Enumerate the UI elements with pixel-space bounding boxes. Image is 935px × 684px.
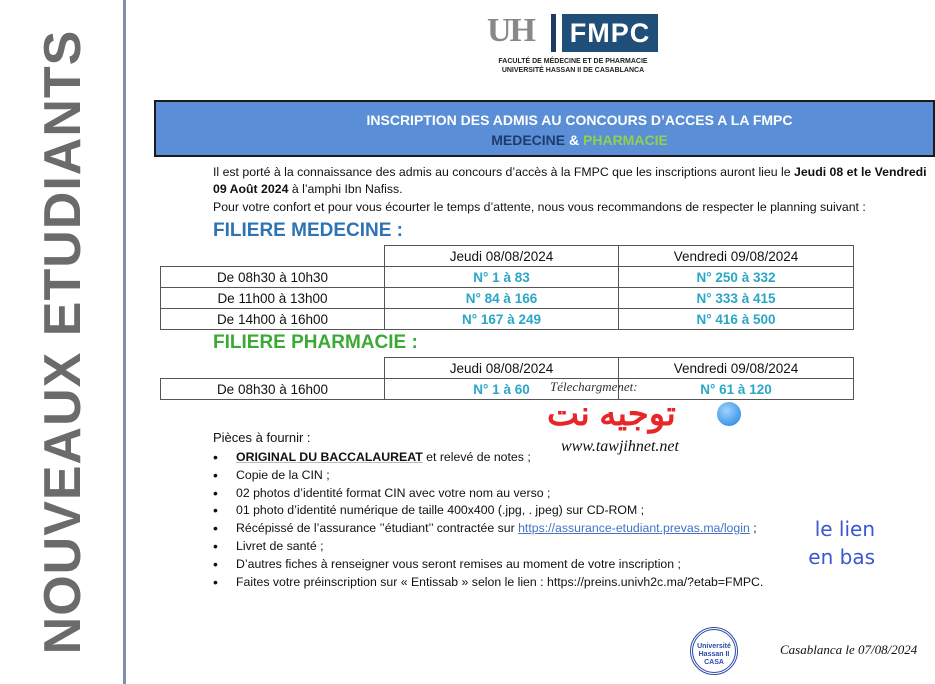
list-item: • 01 photo d’identité numérique de taille 400x400 (.jpg, . jpeg) sur CD-ROM ;: [213, 502, 763, 520]
range-cell: N° 84 à 166: [385, 288, 619, 309]
range-cell: N° 1 à 83: [385, 267, 619, 288]
time-slot: De 08h30 à 10h30: [161, 267, 385, 288]
range-cell: N° 250 à 332: [619, 267, 854, 288]
range-cell: N° 333 à 415: [619, 288, 854, 309]
pharmacie-schedule-table: [160, 357, 854, 400]
medecine-heading: FILIERE MEDECINE :: [213, 220, 404, 241]
watermark-label: Télechargmenet:: [550, 379, 638, 394]
list-item: • Copie de la CIN ;: [213, 467, 763, 485]
intro-dates: Jeudi 08 et le Vendredi 09 Août 2024: [213, 165, 927, 196]
table-row: [161, 379, 854, 400]
time-slot: De 14h00 à 16h00: [161, 309, 385, 330]
watermark-arabic: توجيه نت: [547, 395, 676, 433]
list-item: [213, 449, 763, 467]
title-banner: [154, 100, 935, 157]
header-day2: Vendredi 09/08/2024: [619, 358, 854, 379]
link-note: [805, 515, 875, 571]
globe-icon: [717, 402, 741, 426]
tawjihnet-watermark: [545, 378, 745, 460]
empty-cell: [161, 246, 385, 267]
range-cell: N° 167 à 249: [385, 309, 619, 330]
banner-amp: &: [569, 132, 580, 148]
range-cell: N° 61 à 120: [619, 379, 854, 400]
header-day1: Jeudi 08/08/2024: [385, 246, 619, 267]
banner-pharmacie: PHARMACIE: [583, 132, 668, 148]
time-slot: De 11h00 à 13h00: [161, 288, 385, 309]
assurance-link[interactable]: https://assurance-etudiant.prevas.ma/login: [518, 521, 750, 536]
range-cell: N° 416 à 500: [619, 309, 854, 330]
time-slot: De 08h30 à 16h00: [161, 379, 385, 400]
table-row: [161, 309, 854, 330]
list-item: • 02 photos d’identité format CIN avec votre nom au verso ;: [213, 485, 763, 503]
intro-p1a: Il est porté à la connaissance des admis au concours d’accès à la FMPC que les inscriptions auront lieu le: [213, 165, 794, 179]
intro-p1c: à l’amphi Ibn Nafiss.: [288, 182, 403, 196]
fmpc-logo: [487, 12, 659, 78]
table-row: [161, 288, 854, 309]
medecine-schedule-table: [160, 245, 854, 330]
intro-text: [213, 164, 933, 216]
banner-title: INSCRIPTION DES ADMIS AU CONCOURS D’ACCES A LA FMPC: [366, 112, 793, 128]
intro-p2: Pour votre confort et pour vous écourter le temps d’attente, nous vous recommandons de respecter le planning suivant :: [213, 200, 866, 214]
logo-divider: [551, 14, 556, 52]
footer-date: Casablanca le 07/08/2024: [780, 642, 918, 657]
item-text: ;: [749, 521, 757, 536]
item-text: et relevé de notes ;: [422, 450, 531, 464]
sidebar: [0, 0, 126, 684]
note-line2: en bas: [808, 545, 875, 569]
banner-subtitle: [226, 132, 933, 148]
list-item: • Livret de santé ;: [213, 538, 763, 556]
logo-name: FMPC: [562, 14, 658, 52]
sidebar-title: NOUVEAUX ETUDIANTS: [34, 29, 92, 655]
table-header-row: [161, 358, 854, 379]
note-line1: le lien: [814, 517, 875, 541]
header-day1: Jeudi 08/08/2024: [385, 358, 619, 379]
range-cell: N° 1 à 60: [385, 379, 619, 400]
watermark-url[interactable]: www.tawjihnet.net: [561, 438, 679, 455]
header-day2: Vendredi 09/08/2024: [619, 246, 854, 267]
logo-line2: UNIVERSITÉ HASSAN II DE CASABLANCA: [501, 67, 645, 74]
logo-line1: FACULTÉ DE MÉDECINE ET DE PHARMACIE: [498, 58, 648, 65]
pieces-list: [213, 449, 763, 591]
table-row: [161, 267, 854, 288]
pieces-title: Pièces à fournir :: [213, 430, 311, 445]
pharmacie-heading: FILIERE PHARMACIE :: [213, 332, 418, 353]
university-seal: Université Hassan II CASA: [690, 627, 738, 675]
uh2c-logo-mark: UH: [487, 12, 534, 49]
list-item: • Faites votre préinscription sur « Entissab » selon le lien : https://preins.univh2c.ma/?etab=FMPC.: [213, 574, 763, 592]
list-item: [213, 520, 763, 538]
empty-cell: [161, 358, 385, 379]
item-text: Récépissé de l’assurance ’’étudiant’’ contractée sur: [236, 521, 519, 536]
table-header-row: [161, 246, 854, 267]
list-item: • D’autres fiches à renseigner vous seront remises au moment de votre inscription ;: [213, 556, 763, 574]
banner-medecine: MEDECINE: [491, 132, 566, 148]
item-bold: ORIGINAL DU BACCALAUREAT: [236, 450, 423, 464]
